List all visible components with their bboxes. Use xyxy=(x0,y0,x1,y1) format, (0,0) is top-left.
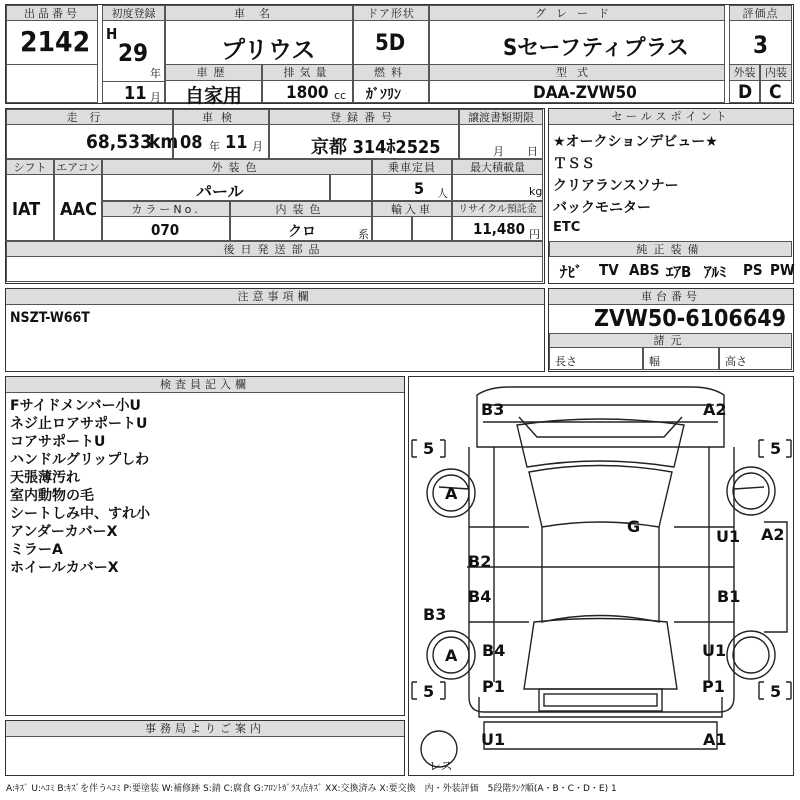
damage-mark: B3 xyxy=(481,400,505,419)
office-notice-section xyxy=(5,720,405,776)
tire-depth-rear-right: 5 xyxy=(770,682,782,701)
inspection-year-unit: 年 xyxy=(209,140,220,153)
capacity-unit: 人 xyxy=(437,187,448,200)
equipment-item: ｱﾙﾐ xyxy=(704,263,727,281)
inspection-month-unit: 月 xyxy=(252,140,263,153)
equipment-item: TV xyxy=(599,261,619,279)
transfer-day-unit: 日 xyxy=(527,145,538,158)
damage-mark: B1 xyxy=(717,587,741,606)
lot-number: 2142 xyxy=(20,25,91,58)
door-type: 5D xyxy=(375,31,406,56)
interior-color-suffix: 系 xyxy=(358,228,369,241)
notes-section xyxy=(5,288,545,372)
model-code: DAA-ZVW50 xyxy=(533,83,637,103)
car-diagram xyxy=(409,377,792,774)
tire-depth-rear-left: 5 xyxy=(423,682,435,701)
inspector-line: アンダーカバーX xyxy=(10,524,118,540)
inspector-line: ハンドルグリップしわ xyxy=(10,452,150,468)
width-label: 幅 xyxy=(649,355,660,368)
sales-item: ★オークションデビュー★ xyxy=(553,134,718,150)
inspector-line: 天張薄汚れ xyxy=(10,470,80,486)
interior-label: 内装 xyxy=(760,64,792,81)
spare-tire-label: レス xyxy=(429,759,453,773)
equipment-item: PW xyxy=(770,261,795,279)
inspector-section xyxy=(5,376,405,716)
tire-depth-front-right: 5 xyxy=(770,439,782,458)
damage-mark: A2 xyxy=(703,400,727,419)
damage-mark: G xyxy=(627,517,641,536)
inspector-line: ネジ止ロアサポートU xyxy=(10,416,148,432)
later-parts-label: 後日発送部品 xyxy=(6,241,543,257)
displacement-label: 排気量 xyxy=(262,64,353,81)
sales-item: ＴＳＳ xyxy=(553,156,595,172)
plate-number: 京都 314ﾎ2525 xyxy=(311,137,441,158)
damage-mark: P1 xyxy=(482,677,505,696)
first-reg-month: 11 xyxy=(124,83,147,104)
inspection-label: 車検 xyxy=(173,109,269,125)
damage-mark: A xyxy=(445,646,458,665)
inspector-line: コアサポートU xyxy=(10,434,106,450)
inspector-line: Fサイドメンバー小U xyxy=(10,398,141,414)
inspection-year: 08 xyxy=(180,132,203,153)
history-label: 車歴 xyxy=(165,64,262,81)
damage-mark: B4 xyxy=(468,587,492,606)
damage-mark: U1 xyxy=(481,730,506,749)
damage-mark: A2 xyxy=(761,525,785,544)
car-history: 自家用 xyxy=(185,85,243,107)
damage-mark: P1 xyxy=(702,677,725,696)
fuel-type: ｶﾞｿﾘﾝ xyxy=(366,87,401,103)
air-conditioner: AAC xyxy=(60,199,97,220)
equipment-item: ｴｱB xyxy=(666,263,692,281)
inspector-line: シートしみ中、すれ小 xyxy=(10,506,150,522)
damage-mark: U1 xyxy=(702,641,727,660)
transfer-deadline-label: 譲渡書類期限 xyxy=(459,109,543,125)
exterior-label: 外装 xyxy=(729,64,760,81)
displacement-unit: cc xyxy=(334,89,347,102)
notes-title: 注意事項欄 xyxy=(6,289,544,305)
load-unit: kg xyxy=(529,185,543,198)
transfer-month-unit: 月 xyxy=(493,145,504,158)
year-unit: 年 xyxy=(150,67,161,80)
door-label: ドア形状 xyxy=(353,5,429,21)
interior-grade: C xyxy=(769,81,782,103)
exterior-grade: D xyxy=(738,81,753,103)
equipment-item: ABS xyxy=(629,261,660,279)
damage-mark: A xyxy=(445,484,458,503)
inspector-line: ホイールカバーX xyxy=(10,560,119,576)
score-label: 評価点 xyxy=(729,5,792,21)
displacement: 1800 xyxy=(286,83,329,103)
length-label: 長さ xyxy=(555,355,577,368)
recycle-unit: 円 xyxy=(529,228,540,241)
inspector-line: ミラーA xyxy=(10,542,63,558)
color-no-label: カラーNo. xyxy=(102,201,230,217)
plate-label: 登録番号 xyxy=(269,109,459,125)
recycle-label: リサイクル預託金 xyxy=(452,201,543,217)
chassis-section xyxy=(548,288,794,372)
tire-depth-front-left: 5 xyxy=(423,439,435,458)
office-title: 事務局よりご案内 xyxy=(6,721,404,737)
color-label: 外装色 xyxy=(102,159,372,175)
chassis-title: 車台番号 xyxy=(549,289,793,305)
vehicle-details-section xyxy=(5,108,545,284)
damage-mark: B3 xyxy=(423,605,447,624)
grade: Sセーフティプラス xyxy=(503,36,689,61)
first-reg-label: 初度登録 xyxy=(102,5,165,21)
mileage: 68,533 xyxy=(86,131,152,153)
damage-mark: U1 xyxy=(716,527,741,546)
equipment-item: ﾅﾋﾞ xyxy=(560,263,583,281)
exterior-color: パール xyxy=(196,182,244,201)
month-unit: 月 xyxy=(150,91,161,104)
notes-text: NSZT-W66T xyxy=(10,310,90,326)
legend: A:ｷｽﾞ U:ﾍｺﾐ B:ｷｽﾞを伴うﾍｺﾐ P:要塗装 W:補修跡 S:錆 C:腐食 G:ﾌﾛﾝﾄｶﾞﾗｽ点ｷｽﾞ XX:交換済み X:要交換 内・外装評価 5段階ﾗﾝｸ順(A・B・C・D・E) 1 xyxy=(6,784,617,794)
equipment-item: PS xyxy=(743,261,763,279)
header-section xyxy=(5,4,794,107)
recycle-deposit: 11,480 xyxy=(473,220,526,238)
color-number: 070 xyxy=(151,221,180,239)
sales-points-section xyxy=(548,108,794,284)
chassis-number: ZVW50-6106649 xyxy=(594,306,787,332)
shift-label: シフト xyxy=(6,159,54,175)
damage-mark: A1 xyxy=(703,730,727,749)
inspector-title: 検査員記入欄 xyxy=(6,377,404,393)
score: 3 xyxy=(753,31,769,59)
ac-label: エアコン xyxy=(54,159,102,175)
shift: IAT xyxy=(12,199,41,220)
damage-mark: B4 xyxy=(482,641,506,660)
equipment-title: 純正装備 xyxy=(549,241,792,257)
fuel-label: 燃料 xyxy=(353,64,429,81)
car-name: プリウス xyxy=(221,36,316,64)
first-reg-year: 29 xyxy=(118,39,149,67)
height-label: 高さ xyxy=(725,355,747,368)
sales-title: セールスポイント xyxy=(549,109,793,125)
sales-item: ETC xyxy=(553,220,581,235)
mileage-unit: km xyxy=(149,131,179,153)
grade-label: グレード xyxy=(429,5,725,21)
load-label: 最大積載量 xyxy=(452,159,543,175)
car-diagram-section xyxy=(408,376,794,776)
interior-color: クロ xyxy=(288,224,316,240)
capacity-label: 乗車定員 xyxy=(372,159,452,175)
damage-mark: B2 xyxy=(468,552,492,571)
sales-item: クリアランスソナー xyxy=(553,178,679,194)
lot-no-label: 出品番号 xyxy=(6,5,98,21)
import-label: 輸入車 xyxy=(372,201,452,217)
model-label: 型式 xyxy=(429,64,725,81)
mileage-label: 走行 xyxy=(6,109,173,125)
spec-title: 諸元 xyxy=(549,333,792,348)
capacity: 5 xyxy=(414,179,425,198)
inspection-month: 11 xyxy=(225,132,248,153)
sales-item: バックモニター xyxy=(553,200,651,216)
car-name-label: 車名 xyxy=(165,5,353,21)
interior-color-label: 内装色 xyxy=(230,201,372,217)
era: H xyxy=(106,25,118,43)
inspector-line: 室内動物の毛 xyxy=(10,488,94,504)
